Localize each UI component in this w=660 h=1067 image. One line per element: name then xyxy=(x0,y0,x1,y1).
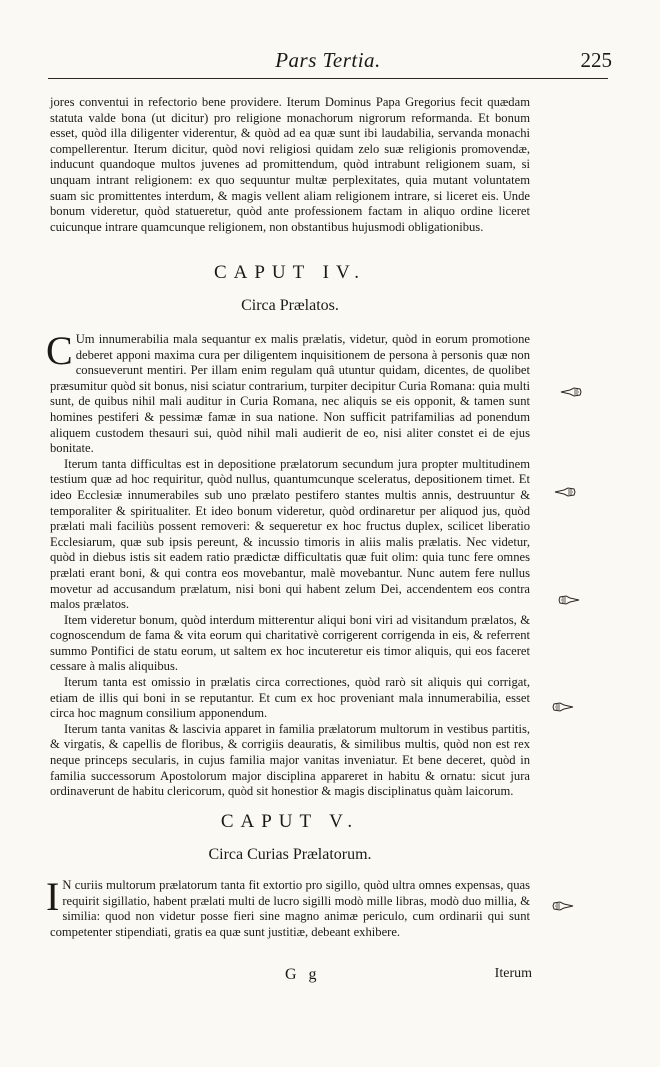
chapter-subheading-5: Circa Curias Prælatorum. xyxy=(208,846,372,863)
manicule-icon xyxy=(552,701,574,713)
chapter-4-paragraph-1 xyxy=(46,328,530,457)
drop-initial: I xyxy=(46,874,60,919)
catchword: Iterum xyxy=(494,966,532,981)
chapter-4-paragraph-1-text: Um innumerabilia mala sequantur ex malis prælatis, videtur, quòd in eorum promotione deberet apponi maxima cura per diligentem inquisitionem de persona à personis quæ non consueverunt mentiri. Per illam enim regulam quâ utuntur quidam, dicentes, de quolibet præsumitur quòd sit bonus, nisi sciatur contrarium, turpiter decipitur Curia Romana: quia multi sunt, de quibus nihil mali auditur in Curia Romana, nec aliquis se eis opponit, & tamen sunt homines pestiferi & pessimæ famæ in sua natione. Non sufficit patrifamilias ad ponendum aliquem custodem thesauri sui, quòd nihil mali audierit de eo, nisi aliter constet ei de ejus bonitate. xyxy=(50,332,530,456)
manicule-icon xyxy=(558,594,580,606)
chapter-5-text xyxy=(46,874,530,940)
chapter-subheading-4: Circa Prælatos. xyxy=(241,297,339,314)
drop-initial: C xyxy=(46,328,73,373)
manicule-icon xyxy=(552,900,574,912)
manicule-icon xyxy=(560,386,582,398)
chapter-4-text xyxy=(46,328,530,800)
chapter-4-paragraph-4: Iterum tanta est omissio in prælatis circa correctiones, quòd rarò sit aliquis qui corrigat, etiam de illis qui boni in se reputantur. Et cum ex hoc proveniant mala innumerabilia, esset circa hoc magnum consilium apponendum. xyxy=(50,675,530,721)
signature-mark: G g xyxy=(285,966,321,983)
running-title: Pars Tertia. xyxy=(275,48,381,72)
chapter-4-paragraph-3: Item videretur bonum, quòd interdum mitterentur aliqui boni viri ad visitandum prælatos, & cognoscendum de fama & vita eorum qui charitativè corrigerent corrigenda in eis, & referrent summo Pontifici de statu eorum, ut saltem ex hoc incuteretur eis timor aliquis, qui eos faceret cessare à malis aliquibus. xyxy=(50,612,530,674)
page-number: 225 xyxy=(580,48,612,72)
chapter-4-paragraph-2: Iterum tanta difficultas est in depositione prælatorum secundum jura propter multitudinem testium quæ ad hoc requiritur, quòd nullus, quantumcunque sceleratus, depositionem timet. Et ideo Ecclesiæ innumerabiles sub uno prælato pestifero stantes multis annis, destruuntur & temporaliter & spiritualiter. Et ideo bonum videretur, quòd ordinaretur per aliquod jus, quòd prælati mali faciliùs possent removeri: & sequeretur ex hoc fructus duplex, scilicet liberatio Ecclesiarum, quæ sub ipsis pereunt, & incussio timoris in aliis malis prælatis. Nec videtur, quòd in diebus istis sit eadem ratio prædictæ difficultatis quæ fuit olim: quia tunc fere omnes prælati erant boni, & qui contra eos movebantur, malè movebantur. Nunc autem fere nullus movetur ad accusandum prælatum, nisi boni qui habent zelum Dei, accendentem eos contra malos prælatos. xyxy=(50,456,530,612)
chapter-5-paragraph-1-text: N curiis multorum prælatorum tanta fit extortio pro sigillo, quòd ultra omnes expensas, quas requirit sigillatio, habent prælati multi de lucro sigilli modò mille libras, modò duo millia, & similia: quod non videtur posse fieri sine magno animæ periculo, cum ordinarii qui sunt competenter stipendiati, gratis ea quæ sunt justitiæ, debeant exhibere. xyxy=(50,878,530,939)
chapter-5-paragraph-1 xyxy=(46,874,530,940)
intro-paragraph-block xyxy=(50,95,530,235)
intro-paragraph: jores conventui in refectorio bene providere. Iterum Dominus Papa Gregorius fecit quædam statuta valde bona (ut dicitur) pro religione monachorum nigrorum reformanda. Et bonum esset, quòd illa diligenter viderentur, & quòd ad ea quæ sunt ibi laudabilia, servanda monachi compellerentur. Iterum dicitur, quòd novi religiosi quidam zelo suæ religionis promovendæ, inducunt quandoque multos juvenes ad promittendum, quòd intrabunt religionem suam, si unquam intrant religionem: ex quo sequuntur multæ perplexitates, quia mutant voluntatem suam sic promittentes interdum, & magis vellent aliam religionem intrare, si liceret eis. Unde bonum videretur, quòd statueretur, quòd ante professionem factam in aliquo ordine liceret cuicunque intrare quamcunque religionem, non obstantibus hujusmodi obligationibus. xyxy=(50,95,530,234)
manicule-icon xyxy=(554,486,576,498)
running-head xyxy=(48,42,612,79)
chapter-heading-5: CAPUT V. xyxy=(220,811,360,832)
chapter-heading-4: CAPUT IV. xyxy=(213,262,367,283)
chapter-4-paragraph-5: Iterum tanta vanitas & lascivia apparet in familia prælatorum multorum in vestibus partitis, & virgatis, & capellis de floribus, & corrigiis deauratis, & similibus multis, quòd non est rex neque princeps secularis, in cujus familia major vanitas inveniatur. Et bene deceret, quòd in familia successorum Apostolorum major disciplina appareret in habitu & ornatu: sicut jura ordinaverunt de habitu clericorum, quòd sit honestior & magis disciplinatus quàm laicorum. xyxy=(50,721,530,799)
